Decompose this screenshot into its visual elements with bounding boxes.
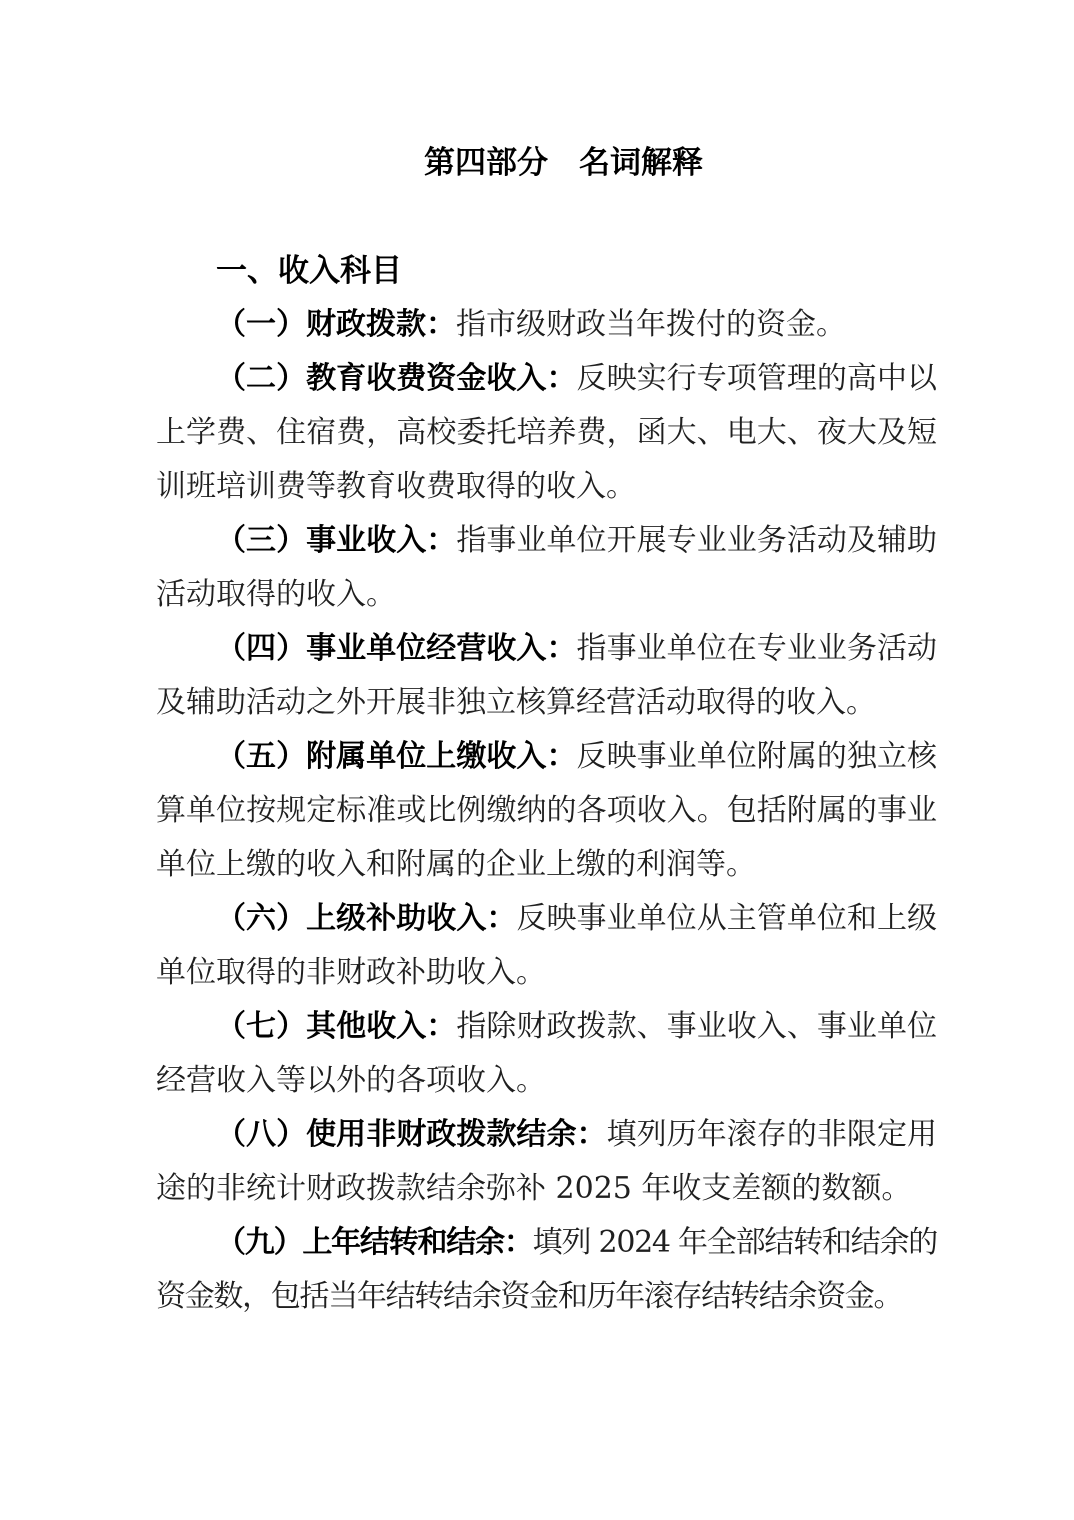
term-definition-text: 指事业单位在专业业务活动及辅助活动之外开展非独立核算经营活动取得的收入。	[156, 631, 938, 720]
term-paragraph	[156, 1108, 937, 1216]
term-label: （三）事业收入：	[216, 523, 457, 558]
term-paragraph	[156, 1216, 937, 1324]
term-definition-text: 指事业单位开展专业业务活动及辅助活动取得的收入。	[156, 523, 938, 612]
term-paragraph	[156, 352, 937, 514]
term-label: （二）教育收费资金收入：	[216, 361, 577, 396]
term-paragraph	[156, 730, 937, 892]
term-label: （八）使用非财政拨款结余：	[216, 1117, 607, 1152]
term-definition-text: 指除财政拨款、事业收入、事业单位经营收入等以外的各项收入。	[156, 1009, 938, 1098]
term-label: （九）上年结转和结余：	[216, 1225, 533, 1260]
term-definition-text: 填列历年滚存的非限定用途的非统计财政拨款结余弥补 2025 年收支差额的数额。	[156, 1117, 938, 1206]
section-heading-income-items: 一、收入科目	[216, 253, 402, 288]
term-label: （六）上级补助收入：	[216, 901, 517, 936]
term-label: （五）附属单位上缴收入：	[216, 739, 577, 774]
document-content	[156, 134, 937, 1324]
term-paragraph	[156, 892, 937, 1000]
term-label: （一）财政拨款：	[216, 307, 456, 342]
term-definition-text: 填列 2024 年全部结转和结余的资金数，包括当年结转结余资金和历年滚存结转结余资金。	[156, 1225, 938, 1314]
term-paragraph	[156, 1000, 937, 1108]
term-label: （四）事业单位经营收入：	[216, 631, 577, 666]
terms-list	[156, 298, 937, 1324]
term-paragraph	[156, 298, 937, 352]
document-title: 第四部分 名词解释	[424, 145, 703, 180]
term-label: （七）其他收入：	[216, 1009, 457, 1044]
term-definition-text: 反映事业单位从主管单位和上级单位取得的非财政补助收入。	[156, 901, 938, 990]
term-paragraph	[156, 622, 937, 730]
term-definition-text: 反映事业单位附属的独立核算单位按规定标准或比例缴纳的各项收入。包括附属的事业单位上缴的收入和附属的企业上缴的利润等。	[156, 739, 938, 882]
term-definition-text: 反映实行专项管理的高中以上学费、住宿费，高校委托培养费，函大、电大、夜大及短训班培训费等教育收费取得的收入。	[156, 361, 938, 504]
term-definition-text: 指市级财政当年拨付的资金。	[456, 307, 846, 342]
term-paragraph	[156, 514, 937, 622]
